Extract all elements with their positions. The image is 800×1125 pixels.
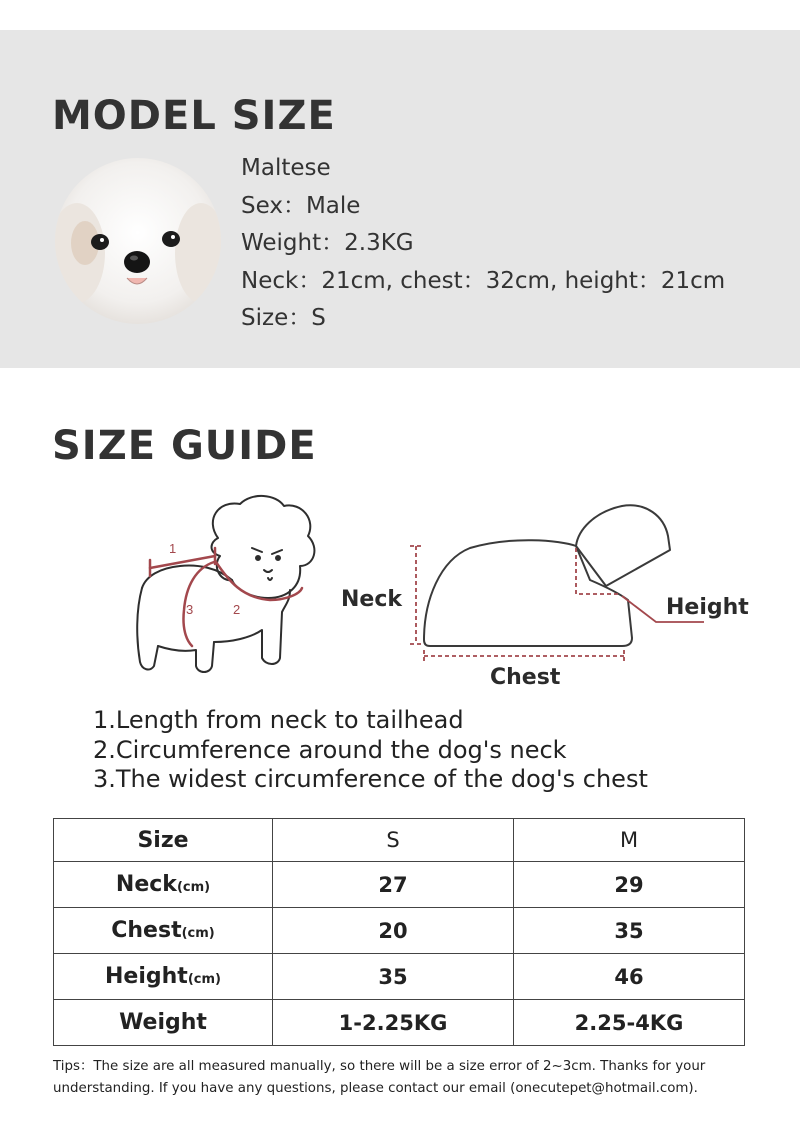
row-label: Weight xyxy=(54,1000,273,1046)
note-2: 2.Circumference around the dog's neck xyxy=(93,735,567,764)
row-unit: (cm) xyxy=(176,880,211,895)
size-guide-diagram xyxy=(0,490,800,700)
table-header-row xyxy=(54,819,745,862)
row-unit: (cm) xyxy=(181,926,215,941)
garment-measure-lines xyxy=(410,546,624,662)
model-breed: Maltese xyxy=(241,155,331,181)
row-label: Height xyxy=(105,964,188,989)
dog-mark-3: 3 xyxy=(186,602,194,617)
model-sex: Sex：Male xyxy=(241,192,361,219)
height-label: Height xyxy=(666,595,749,620)
table-row xyxy=(54,908,745,954)
model-size: Size：S xyxy=(241,305,326,331)
cell-s: 20 xyxy=(273,908,514,954)
cell-m: 35 xyxy=(514,908,745,954)
dog-mark-1: 1 xyxy=(169,541,177,556)
row-unit: (cm) xyxy=(187,972,221,987)
cell-s: 1-2.25KG xyxy=(273,1000,514,1046)
table-row xyxy=(54,954,745,1000)
cell-s: 27 xyxy=(273,862,514,908)
model-weight: Weight：2.3KG xyxy=(241,230,414,256)
row-label: Neck xyxy=(115,872,177,897)
garment-illustration-icon xyxy=(424,505,670,646)
maltese-photo xyxy=(55,158,221,324)
measurement-notes xyxy=(93,706,648,795)
note-1: 1.Length from neck to tailhead xyxy=(93,706,464,734)
cell-m: 2.25-4KG xyxy=(514,1000,745,1046)
header-s: S xyxy=(273,819,514,862)
note-3: 3.The widest circumference of the dog's chest xyxy=(93,765,648,793)
dog-illustration-icon xyxy=(137,496,314,672)
cell-m: 29 xyxy=(514,862,745,908)
header-m: M xyxy=(514,819,745,862)
cell-s: 35 xyxy=(273,954,514,1000)
model-measurements: Neck：21cm, chest：32cm, height：21cm xyxy=(241,267,726,294)
dog-mark-2: 2 xyxy=(233,602,241,617)
table-row xyxy=(54,1000,745,1046)
row-label: Chest xyxy=(111,918,182,943)
model-info xyxy=(241,150,725,338)
size-guide-title: SIZE GUIDE xyxy=(52,423,317,469)
chest-label: Chest xyxy=(490,665,561,690)
cell-m: 46 xyxy=(514,954,745,1000)
neck-label: Neck xyxy=(341,587,403,612)
model-size-title: MODEL SIZE xyxy=(52,93,336,139)
header-size: Size xyxy=(54,819,273,862)
tips-text: Tips：The size are all measured manually, so there will be a size error of 2~3cm. Thanks for your understanding. If you have any questions, please contact our email (onecutepet@hotmail.com). xyxy=(53,1059,706,1096)
table-row xyxy=(54,862,745,908)
size-table xyxy=(53,818,745,1046)
